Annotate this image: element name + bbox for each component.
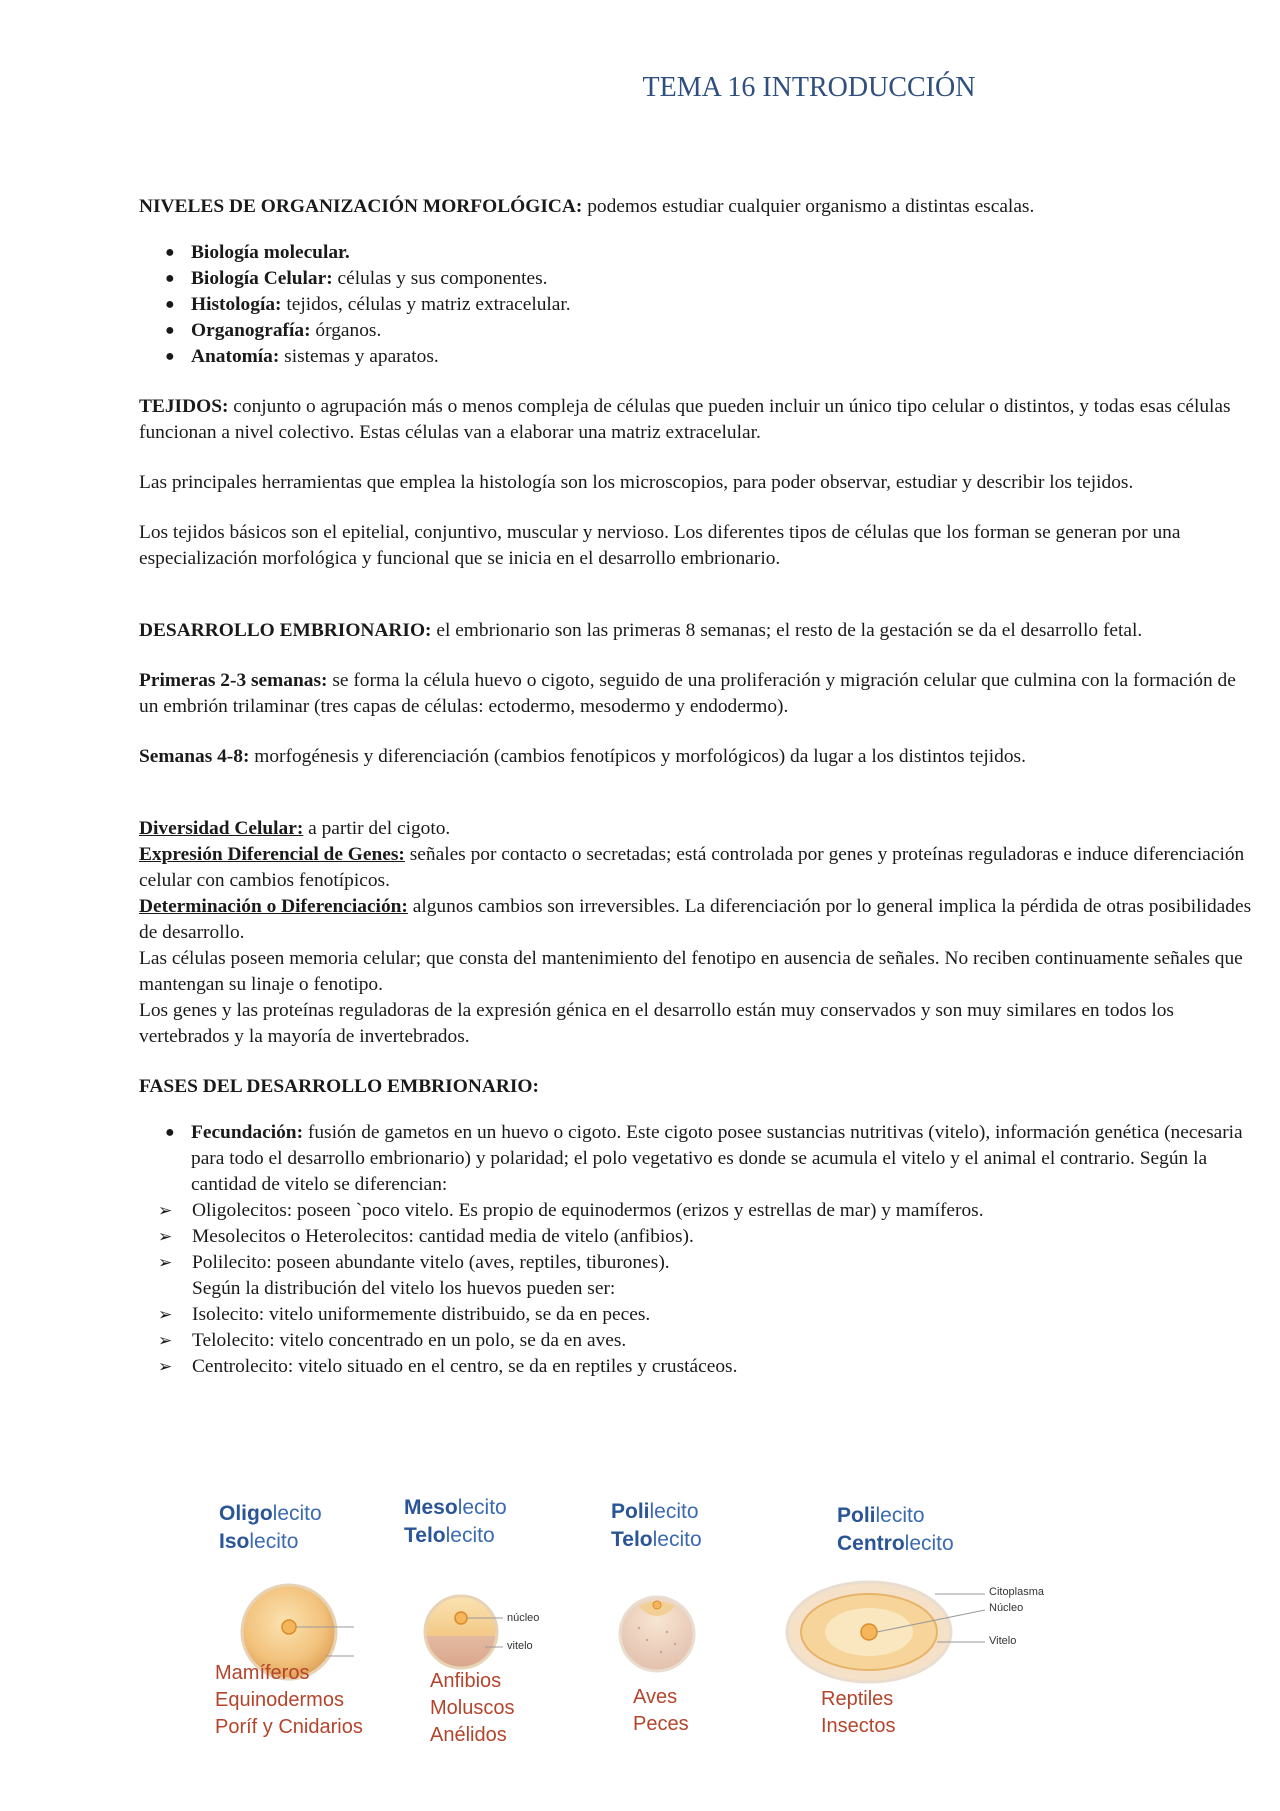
desarrollo-text: el embrionario son las primeras 8 semanas; el resto de la gestación se da el desarrollo fetal.	[431, 620, 1143, 641]
label-vitelo: Vitelo	[989, 1635, 1017, 1647]
basicos-paragraph: Los tejidos básicos son el epitelial, conjuntivo, muscular y nervioso. Los diferentes tipos de células que los forman se generan por una especialización morfológica y funcional que se inicia en el desarrollo embrionario.	[139, 522, 1181, 569]
tejidos-paragraph	[139, 394, 1259, 446]
niveles-heading: NIVELES DE ORGANIZACIÓN MORFOLÓGICA:	[139, 196, 583, 217]
genes-paragraph: Los genes y las proteínas reguladoras de la expresión génica en el desarrollo están muy conservados y son muy similares en todos los vertebrados y la mayoría de invertebrados.	[139, 1000, 1174, 1047]
determinacion-heading: Determinación o Diferenciación:	[139, 896, 408, 917]
fecundacion-text: fusión de gametos en un huevo o cigoto. Este cigoto posee sustancias nutritivas (vitelo), información genética (necesaria para todo el desarrollo embrionario) y polaridad; el polo vegetativo es donde se acumula el vitelo y el animal el contrario. Según la cantidad de vitelo se diferencian:	[191, 1122, 1243, 1195]
document-body	[139, 70, 1259, 1380]
polilecito-centrolecito-egg-drawing	[785, 1580, 985, 1690]
memoria-paragraph: Las células poseen memoria celular; que consta del mantenimiento del fenotipo en ausencia de señales. No reciben continuamente señales que mantengan su linaje o fenotipo.	[139, 948, 1243, 995]
list-text: Polilecito: poseen abundante vitelo (aves, reptiles, tiburones).	[192, 1252, 670, 1273]
arrow-bullet-icon: ➢	[158, 1201, 173, 1220]
diversidad-text: a partir del cigoto.	[303, 818, 451, 839]
list-text: Telolecito: vitelo concentrado en un polo, se da en aves.	[192, 1330, 627, 1351]
arrow-bullet-icon: ➢	[158, 1253, 173, 1272]
niveles-list	[139, 240, 1259, 370]
primeras-paragraph	[139, 668, 1259, 720]
list-item	[158, 1302, 1259, 1328]
expresion-text: señales por contacto o secretadas; está controlada por genes y proteínas reguladoras e induce diferenciación celular con cambios fenotípicos.	[139, 844, 1245, 891]
list-desc: sistemas y aparatos.	[279, 346, 439, 367]
bullet-icon: ●	[165, 322, 175, 339]
polilecito-centrolecito-species: Reptiles Insectos	[821, 1688, 896, 1737]
distribucion-vitelo-list	[139, 1302, 1259, 1380]
list-item	[158, 1354, 1259, 1380]
primeras-text: se forma la célula huevo o cigoto, seguido de una proliferación y migración celular que culmina con la formación de un embrión trilaminar (tres capas de células: ectodermo, mesodermo y endodermo).	[139, 670, 1236, 717]
list-item	[161, 1120, 1259, 1198]
egg-polilecito-telolecito	[611, 1498, 702, 1554]
tejidos-heading: TEJIDOS:	[139, 396, 229, 417]
fases-heading-paragraph	[139, 1074, 1259, 1100]
egg-oligolecito	[219, 1500, 322, 1556]
egg-title: Oligolecito Isolecito	[219, 1502, 322, 1553]
list-term: Biología molecular.	[191, 242, 350, 263]
list-item	[158, 1224, 1259, 1250]
list-item	[161, 344, 1259, 370]
list-desc: células y sus componentes.	[332, 268, 548, 289]
primeras-heading: Primeras 2-3 semanas:	[139, 670, 328, 691]
semanas-paragraph	[139, 744, 1259, 770]
herramientas-paragraph: Las principales herramientas que emplea la histología son los microscopios, para poder observar, estudiar y describir los tejidos.	[139, 472, 1134, 493]
egg-title: Polilecito Centrolecito	[837, 1504, 954, 1555]
bullet-icon: ●	[165, 270, 175, 287]
desarrollo-heading: DESARROLLO EMBRIONARIO:	[139, 620, 432, 641]
niveles-paragraph	[139, 194, 1259, 220]
fases-heading: FASES DEL DESARROLLO EMBRIONARIO:	[139, 1076, 539, 1097]
list-item	[161, 240, 1259, 266]
semanas-heading: Semanas 4-8:	[139, 746, 250, 767]
egg-types-figure	[205, 1496, 1065, 1746]
list-text: Isolecito: vitelo uniformemente distribuido, se da en peces.	[192, 1304, 651, 1325]
fecundacion-term: Fecundación:	[191, 1122, 304, 1143]
list-term: Anatomía:	[191, 346, 280, 367]
bullet-icon: ●	[165, 348, 175, 365]
list-item	[161, 266, 1259, 292]
oligolecito-species: Mamíferos Equinodermos Poríf y Cnidarios	[215, 1662, 363, 1738]
diversidad-paragraph	[139, 816, 1259, 842]
list-item	[158, 1250, 1259, 1276]
list-item	[161, 292, 1259, 318]
list-item	[158, 1198, 1259, 1224]
list-desc: órganos.	[310, 320, 382, 341]
list-term: Biología Celular:	[191, 268, 333, 289]
label-vitelo: vitelo	[507, 1640, 533, 1652]
determinacion-paragraph	[139, 894, 1259, 946]
list-item	[158, 1328, 1259, 1354]
label-citoplasma: Citoplasma	[989, 1586, 1045, 1598]
expresion-heading: Expresión Diferencial de Genes:	[139, 844, 405, 865]
label-nucleo: núcleo	[507, 1612, 540, 1624]
page-title: TEMA 16 INTRODUCCIÓN	[642, 72, 976, 103]
list-text: Centrolecito: vitelo situado en el centro, se da en reptiles y crustáceos.	[192, 1356, 738, 1377]
egg-polilecito-centrolecito	[837, 1502, 954, 1558]
egg-title: Polilecito Telolecito	[611, 1500, 702, 1551]
niveles-text: podemos estudiar cualquier organismo a distintas escalas.	[582, 196, 1035, 217]
expresion-paragraph	[139, 842, 1259, 894]
distribucion-note: Según la distribución del vitelo los huevos pueden ser:	[192, 1278, 616, 1299]
diversidad-heading: Diversidad Celular:	[139, 818, 304, 839]
arrow-bullet-icon: ➢	[158, 1357, 173, 1376]
mesolecito-species: Anfibios Moluscos Anélidos	[430, 1670, 515, 1746]
fases-list	[139, 1120, 1259, 1198]
tejidos-text: conjunto o agrupación más o menos compleja de células que pueden incluir un único tipo celular o distintos, y todas esas células funcionan a nivel colectivo. Estas células van a elaborar una matriz extracelular.	[139, 396, 1231, 443]
arrow-bullet-icon: ➢	[158, 1305, 173, 1324]
label-nucleo: Núcleo	[989, 1602, 1024, 1614]
list-item	[161, 318, 1259, 344]
bullet-icon: ●	[165, 296, 175, 313]
polilecito-telolecito-egg-drawing	[617, 1592, 707, 1682]
desarrollo-paragraph	[139, 618, 1259, 644]
cantidad-vitelo-list	[139, 1198, 1259, 1276]
list-desc: tejidos, células y matriz extracelular.	[281, 294, 571, 315]
bullet-icon: ●	[165, 1124, 175, 1141]
list-text: Oligolecitos: poseen `poco vitelo. Es propio de equinodermos (erizos y estrellas de mar) y mamíferos.	[192, 1200, 984, 1221]
arrow-bullet-icon: ➢	[158, 1331, 173, 1350]
arrow-bullet-icon: ➢	[158, 1227, 173, 1246]
determinacion-text: algunos cambios son irreversibles. La diferenciación por lo general implica la pérdida de otras posibilidades de desarrollo.	[139, 896, 1252, 943]
list-term: Organografía:	[191, 320, 311, 341]
bullet-icon: ●	[165, 244, 175, 261]
polilecito-telolecito-species: Aves Peces	[633, 1686, 689, 1735]
list-text: Mesolecitos o Heterolecitos: cantidad media de vitelo (anfibios).	[192, 1226, 694, 1247]
semanas-text: morfogénesis y diferenciación (cambios fenotípicos y morfológicos) da lugar a los distintos tejidos.	[249, 746, 1026, 767]
egg-mesolecito	[404, 1494, 507, 1550]
egg-title: Mesolecito Telolecito	[404, 1496, 507, 1547]
list-term: Histología:	[191, 294, 282, 315]
